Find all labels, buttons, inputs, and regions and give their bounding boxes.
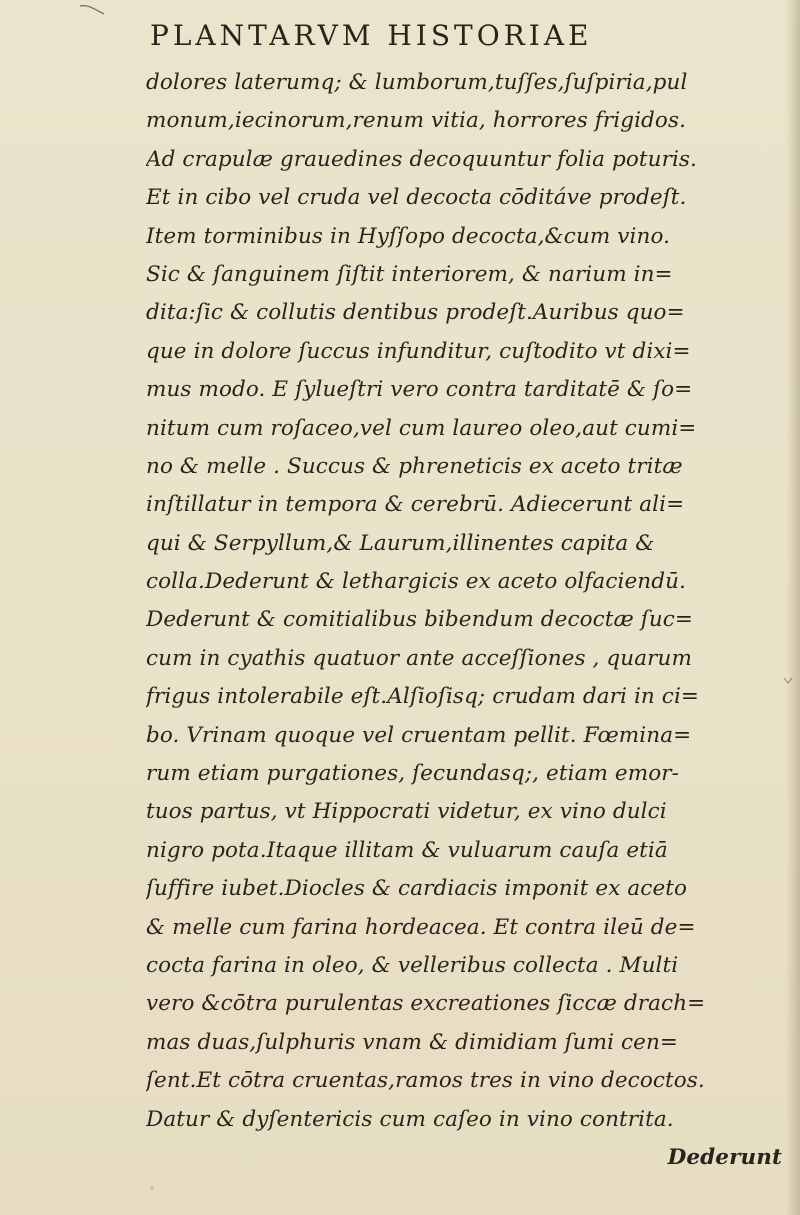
text-line: vero &cōtra purulentas excreationes ſiccæ drach= [146, 991, 706, 1017]
text-line: rum etiam purgationes, ſecundasq;, etiam emor- [146, 761, 680, 787]
text-line: qui & Serpyllum,& Laurum,illinentes capita & [146, 530, 655, 556]
ink-speck [150, 1186, 154, 1190]
text-line: nitum cum roſaceo,vel cum laureo oleo,aut cumi= [146, 415, 697, 441]
text-line: ſent.Et cōtra cruentas,ramos tres in vino decoctos. [146, 1068, 705, 1094]
text-line: Ad crapulæ grauedines decoquuntur folia poturis. [146, 146, 697, 172]
text-line: Item torminibus in Hyſſopo decocta,&cum vino. [146, 223, 671, 249]
text-line: dolores laterumq; & lumborum,tuſſes,ſuſpiria,pul [146, 70, 688, 95]
text-line: frigus intolerabile eſt.Alſioſisq; crudam dari in ci= [146, 684, 700, 710]
text-line: bo. Vrinam quoque vel cruentam pellit. Fœmina= [146, 722, 692, 748]
text-line: Datur & dyſentericis cum caſeo in vino contrita. [146, 1106, 674, 1132]
text-line: cocta farina in oleo, & velleribus collecta . Multi [146, 952, 679, 978]
running-head: PLANTARVM HISTORIAE [150, 19, 593, 52]
text-line: ſuffire iubet.Diocles & cardiacis imponit ex aceto [146, 876, 688, 902]
text-line: Dederunt & comitialibus bibendum decoctæ ſuc= [146, 607, 694, 633]
body-text [146, 64, 796, 1177]
text-line: monum,iecinorum,renum vitia, horrores frigidos. [146, 108, 687, 134]
text-line: nigro pota.Itaque illitam & vuluarum cauſa etiā [146, 837, 668, 863]
catchword: Dederunt [667, 1144, 782, 1170]
text-line: dita:ſic & collutis dentibus prodeſt.Auribus quo= [146, 300, 685, 326]
text-line: inſtillatur in tempora & cerebrū. Adiecerunt ali= [146, 492, 685, 518]
text-line: que in dolore ſuccus infunditur, cuſtodito vt dixi= [146, 338, 691, 364]
text-line: Sic & ſanguinem ſiſtit interiorem, & narium in= [146, 261, 673, 287]
text-line: no & melle . Succus & phreneticis ex aceto tritæ [146, 453, 683, 479]
text-line: tuos partus, vt Hippocrati videtur, ex vino dulci [146, 799, 667, 825]
text-line: Et in cibo vel cruda vel decocta cōditáve prodeſt. [146, 185, 687, 211]
corner-crease-mark [78, 2, 106, 16]
text-line: cum in cyathis quatuor ante acceſſiones , quarum [146, 645, 692, 671]
text-line: mas duas,ſulphuris vnam & dimidiam ſumi cen= [146, 1029, 679, 1055]
text-line: mus modo. E ſylueſtri vero contra tarditatē & ſo= [146, 377, 693, 403]
text-line: colla.Dederunt & lethargicis ex aceto olfaciendū. [146, 569, 686, 595]
text-line: & melle cum farina hordeacea. Et contra ileū de= [146, 914, 696, 940]
margin-mark [783, 676, 793, 686]
